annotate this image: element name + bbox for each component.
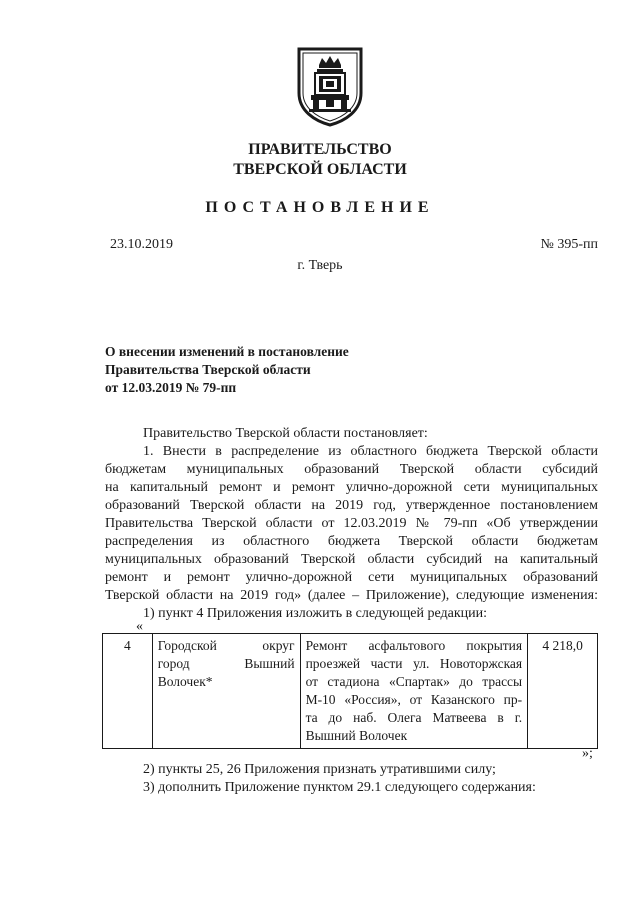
cell-line: Ремонт асфальтового покрытия [305,638,523,653]
cell-line: Городской округ [157,638,295,653]
org-title-line1: ПРАВИТЕЛЬСТВО [248,141,392,158]
subject-line: О внесении изменений в постановление [105,344,349,359]
body-paragraphs [105,425,598,623]
paragraph-line: Правительства Тверской области от 12.03.2019 № 79-пп «Об утверждении [105,516,598,531]
paragraph-line: муниципальных образований Тверской области субсидий на капитальный [105,552,598,567]
cell-line: Волочек* [157,674,213,689]
cell-line: Вышний Волочек [305,728,408,743]
document-subject [105,343,465,397]
paragraph-line: бюджетам муниципальных образований Тверской области субсидий [105,462,598,477]
paragraph-line: на капитальный ремонт и ремонт улично-дорожной сети муниципальных [105,480,598,495]
cell-line: проезжей части ул. Новоторжская [305,656,523,671]
cell-line: город Вышний [157,656,295,671]
table-cell-number: 4 [103,634,153,749]
subject-line: Правительства Тверской области [105,362,311,377]
table-cell-municipality [152,634,300,749]
item-3-text: 3) дополнить Приложение пунктом 29.1 следующего содержания: [143,780,536,795]
item-1-text: 1) пункт 4 Приложения изложить в следующей редакции: [143,606,488,621]
paragraph-line: распределения из областного бюджета Тверской области бюджетам [105,534,598,549]
paragraph-line: ремонт и ремонт улично-дорожной сети муниципальных образований [105,570,598,585]
cell-line: та до наб. Олега Матвеева в г. [305,710,523,725]
quote-close-mark: »; [582,746,593,761]
cell-line: от стадиона «Спартак» до трассы [305,674,523,689]
document-date: 23.10.2019 [110,237,173,252]
paragraph-line: 1. Внести в распределение из областного бюджета Тверской области [143,444,598,459]
table-cell-description [300,634,528,749]
table-row [103,634,598,749]
insert-table [102,633,598,749]
org-title-line2: ТВЕРСКОЙ ОБЛАСТИ [233,161,407,178]
paragraph-line: Тверской области на 2019 год» (далее – Приложение), следующие изменения: [105,588,598,603]
paragraph-line: образований Тверской области на 2019 год, утвержденное постановлением [105,498,598,513]
table-cell-amount: 4 218,0 [528,634,598,749]
cell-line: М-10 «Россия», от Казанского пр- [305,692,523,707]
document-city: г. Тверь [297,258,343,273]
document-type: ПОСТАНОВЛЕНИЕ [205,199,435,216]
document-number: № 395-пп [540,237,598,252]
tver-coat-of-arms-icon [295,45,365,127]
body-items [105,761,598,797]
intro-text: Правительство Тверской области постановляет: [143,426,428,441]
quote-open-mark: « [136,619,143,634]
subject-line: от 12.03.2019 № 79-пп [105,380,237,395]
item-2-text: 2) пункты 25, 26 Приложения признать утратившими силу; [143,762,496,777]
